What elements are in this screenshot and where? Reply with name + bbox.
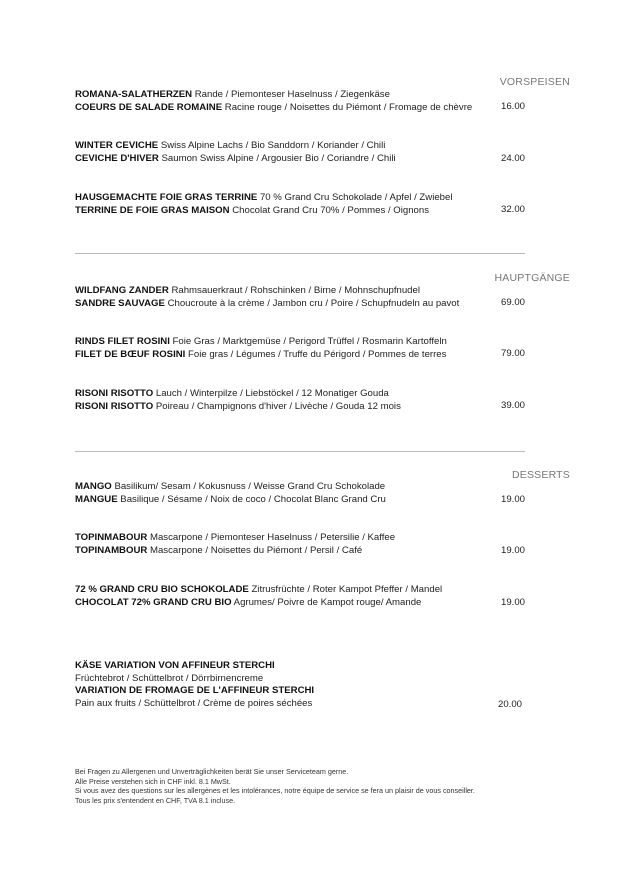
dish-price: 16.00 xyxy=(500,101,525,112)
dish-name-de: KÄSE VARIATION VON AFFINEUR STERCHI xyxy=(75,660,275,671)
footer-line: Bei Fragen zu Allergenen und Unverträglichkeiten berät Sie unser Serviceteam gerne. xyxy=(75,767,349,776)
dish-price: 69.00 xyxy=(500,297,525,308)
dish-price: 19.00 xyxy=(500,494,525,505)
dish-name-fr: COEURS DE SALADE ROMAINE xyxy=(75,101,223,113)
section-divider xyxy=(75,253,525,254)
dish-zander xyxy=(75,285,530,310)
dish-desc-de: Swiss Alpine Lachs / Bio Sanddorn / Koriander / Chili xyxy=(158,140,386,151)
footer-line: Si vous avez des questions sur les allergènes et les intolérances, notre équipe de service se fera un plaisir de vous conseiller. xyxy=(75,786,475,796)
dish-desc-fr: Racine rouge / Noisettes du Piémont / Fromage de chèvre xyxy=(222,101,473,113)
footer-line: Alle Preise verstehen sich in CHF inkl. 8.1 MwSt. xyxy=(75,776,231,786)
dish-romana xyxy=(75,89,530,114)
section-divider xyxy=(75,451,525,452)
section-title-hauptgaenge: HAUPTGÄNGE xyxy=(494,272,570,284)
dish-name-de: ROMANA-SALATHERZEN xyxy=(75,89,193,100)
dish-desc-de: Zitrusfrüchte / Roter Kampot Pfeffer / Mandel xyxy=(248,584,443,595)
section-title-desserts: DESSERTS xyxy=(511,469,570,481)
dish-cheese xyxy=(75,660,530,710)
section-title-vorspeisen: VORSPEISEN xyxy=(499,76,570,88)
dish-ceviche xyxy=(75,140,530,165)
dish-desc-de: Lauch / Winterpilze / Liebstöckel / 12 Monatiger Gouda xyxy=(153,388,389,399)
dish-desc-de: Mascarpone / Piemonteser Haselnuss / Petersilie / Kaffee xyxy=(147,532,396,543)
dish-desc-de: Basilikum/ Sesam / Kokusnuss / Weisse Grand Cru Schokolade xyxy=(111,481,386,492)
dish-name-fr: TERRINE DE FOIE GRAS MAISON xyxy=(75,204,230,216)
footer-notes xyxy=(75,767,555,805)
dish-name-fr: CHOCOLAT 72% GRAND CRU BIO xyxy=(75,596,232,608)
dish-price: 39.00 xyxy=(500,400,525,411)
dish-desc-de: Rahmsauerkraut / Rohschinken / Birne / Mohnschupfnudel xyxy=(168,285,420,296)
dish-desc-de: 70 % Grand Cru Schokolade / Apfel / Zwiebel xyxy=(257,192,453,203)
dish-desc-de: Foie Gras / Marktgemüse / Perigord Trüffel / Rosmarin Kartoffeln xyxy=(169,336,447,347)
dish-price: 19.00 xyxy=(500,545,525,556)
dish-name-fr: SANDRE SAUVAGE xyxy=(75,297,165,309)
dish-desc-fr: Choucroute à la crème / Jambon cru / Poire / Schupfnudeln au pavot xyxy=(164,297,460,309)
dish-name-fr: VARIATION DE FROMAGE DE L'AFFINEUR STERCHI xyxy=(75,685,315,696)
dish-risoni xyxy=(75,388,530,413)
dish-name-fr: MANGUE xyxy=(75,493,118,505)
dish-name-de: HAUSGEMACHTE FOIE GRAS TERRINE xyxy=(75,192,258,203)
dish-rinds-filet xyxy=(75,336,530,361)
dish-desc-fr: Foie gras / Légumes / Truffe du Périgord / Pommes de terres xyxy=(185,348,447,360)
dish-price: 19.00 xyxy=(500,597,525,608)
dish-name-fr: TOPINAMBOUR xyxy=(75,544,148,556)
dish-mango xyxy=(75,481,530,506)
dish-desc-fr: Basilique / Sésame / Noix de coco / Chocolat Blanc Grand Cru xyxy=(117,493,386,505)
dish-desc-fr: Pain aux fruits / Schüttelbrot / Crème de poires séchées xyxy=(75,697,313,709)
dish-desc-de: Früchtebrot / Schüttelbrot / Dörrbirnencreme xyxy=(75,672,264,684)
dish-name-de: MANGO xyxy=(75,481,112,492)
dish-name-de: TOPINMABOUR xyxy=(75,532,148,543)
dish-desc-fr: Poireau / Champignons d'hiver / Livèche / Gouda 12 mois xyxy=(153,400,401,412)
dish-name-fr: CEVICHE D'HIVER xyxy=(75,152,159,164)
dish-desc-fr: Mascarpone / Noisettes du Piémont / Persil / Café xyxy=(147,544,363,556)
dish-desc-fr: Agrumes/ Poivre de Kampot rouge/ Amande xyxy=(231,596,422,608)
footer-line: Tous les prix s'entendent en CHF, TVA 8.1 incluse. xyxy=(75,795,236,805)
dish-name-de: RINDS FILET ROSINI xyxy=(75,336,170,347)
dish-name-de: RISONI RISOTTO xyxy=(75,388,154,399)
dish-desc-fr: Saumon Swiss Alpine / Argousier Bio / Coriandre / Chili xyxy=(158,152,396,164)
dish-desc-fr: Chocolat Grand Cru 70% / Pommes / Oignons xyxy=(229,204,430,216)
dish-name-de: WILDFANG ZANDER xyxy=(75,285,169,296)
dish-desc-de: Rande / Piemonteser Haselnuss / Ziegenkäse xyxy=(192,89,390,100)
dish-foie-gras xyxy=(75,192,530,217)
dish-price: 32.00 xyxy=(500,204,525,215)
dish-name-de: WINTER CEVICHE xyxy=(75,140,159,151)
dish-name-fr: RISONI RISOTTO xyxy=(75,400,154,412)
dish-price: 79.00 xyxy=(500,348,525,359)
dish-topinambour xyxy=(75,532,530,557)
dish-price: 20.00 xyxy=(497,699,522,710)
dish-name-fr: FILET DE BŒUF ROSINI xyxy=(75,348,186,360)
dish-price: 24.00 xyxy=(500,153,525,164)
dish-name-de: 72 % GRAND CRU BIO SCHOKOLADE xyxy=(75,584,249,595)
dish-chocolat xyxy=(75,584,530,609)
